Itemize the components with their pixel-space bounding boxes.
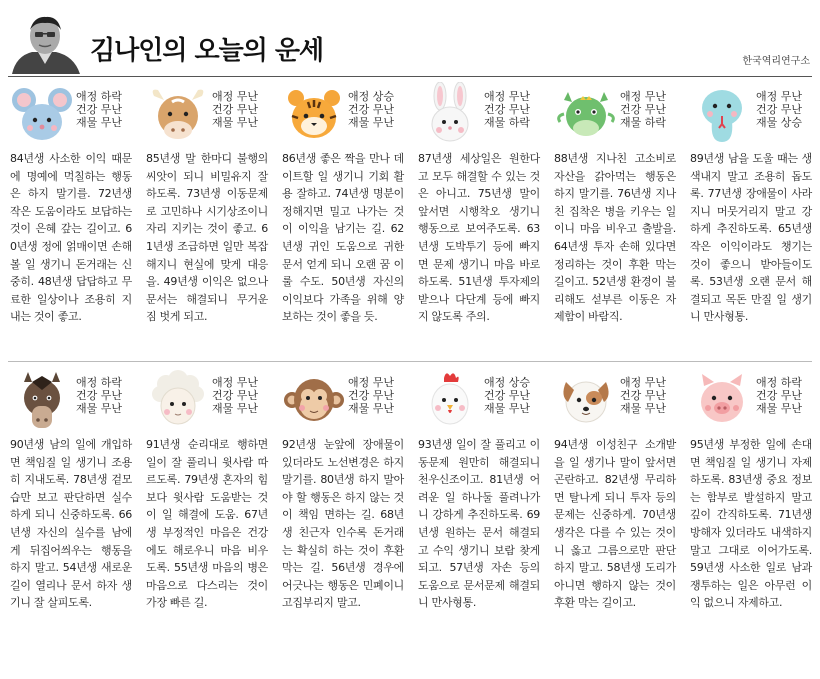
horse-icon: [10, 368, 74, 432]
fortune-text: 90년생 남의 일에 개입하면 책임질 일 생기니 조용히 지내도록. 78년생 겉모습만 보고 판단하면 실수하게 되니 신중하도록. 66년생 자신의 실수를 남에게 뒤집어씌우는 행동을 하지 말고. 54년생 새로운 길이 열리나 문서 하자 생기니 잘 살피도록.: [10, 438, 132, 610]
fortune-health: 건강 무난: [76, 103, 123, 116]
fortune-money: 재물 무난: [756, 402, 803, 415]
rooster-icon: [418, 368, 482, 432]
fortune-summary: [620, 376, 666, 415]
fortune-health: 건강 무난: [484, 103, 531, 116]
fortune-health: 건강 무난: [620, 103, 667, 116]
fortune-money: 재물 하락: [484, 116, 531, 129]
fortune-health: 건강 무난: [212, 103, 259, 116]
fortune-health: 건강 무난: [348, 389, 395, 402]
fortune-summary: [212, 376, 258, 415]
fortune-money: 재물 무난: [76, 116, 123, 129]
fortune-summary: [620, 90, 666, 129]
fortune-love: 애정 상승: [348, 90, 395, 103]
fortune-love: 애정 무난: [212, 376, 259, 389]
fortune-money: 재물 무난: [620, 402, 667, 415]
fortune-text: 93년생 일이 잘 풀리고 이동문제 원만히 해결되니 천우신조이고. 81년생 어려운 일 하나둘 풀려나가니 강하게 추진하도록. 69년생 원하는 문서 해결되고 수익 생기니 보람 찾게 되고. 57년생 자손 등의 도움으로 문서문제 해결되니 만사형통.: [418, 438, 540, 610]
ox-icon: [146, 82, 210, 146]
fortune-summary: [756, 90, 802, 129]
fortune-health: 건강 무난: [348, 103, 395, 116]
fortune-money: 재물 무난: [348, 116, 395, 129]
fortune-love: 애정 무난: [484, 90, 531, 103]
pig-icon: [690, 368, 754, 432]
header-divider: [8, 76, 812, 77]
fortune-love: 애정 무난: [620, 376, 667, 389]
fortune-love: 애정 하락: [76, 90, 123, 103]
fortune-text: 92년생 눈앞에 장애물이 있더라도 노선변경은 하지 말기를. 80년생 하지 말아야 할 행동은 하지 않는 것이 책임 면하는 길. 68년생 친근자 인수록 돈거래는 확실히 하는 것이 후환 막는 길. 56년생 경우에 어긋나는 행동은 민폐이니 고집부리지 말고.: [282, 438, 404, 610]
fortune-money: 재물 무난: [212, 116, 259, 129]
rabbit-icon: [418, 82, 482, 146]
page-header: [0, 0, 820, 78]
fortune-summary: [212, 90, 258, 129]
fortune-love: 애정 무난: [620, 90, 667, 103]
fortune-text: 91년생 순리대로 행하면 일이 잘 풀리니 윗사람 따르도록. 79년생 혼자의 힘보다 윗사람 도움받는 것이 일 해결에 도움. 67년생 부정적인 마음은 건강에도 해로우니 마음 비우도록. 55년생 마음의 병은 마음으로 다스리는 것이 가장 빠른 길.: [146, 438, 268, 610]
fortune-text: 87년생 세상일은 원한다고 모두 해결할 수 있는 것은 아니고. 75년생 말이 앞서면 시행착오 생기니 행동으로 보여주도록. 63년생 도박투기 등에 빠지면 문제 생기니 마음 바로 하도록. 51년생 투자제의 받으나 다단계 등에 빠지지 않도록 주의.: [418, 152, 540, 324]
fortune-health: 건강 무난: [620, 389, 667, 402]
fortune-text: 88년생 지나친 고소비로 자산을 갉아먹는 행동은 하지 말기를. 76년생 지나친 집착은 병을 키우는 일이니 마음 비우고 출발을. 64년생 투자 손해 있다면 정리하는 것이 후환 막는 길이고. 52년생 환경이 불리해도 섣부른 이동은 자제함이 바람직.: [554, 152, 676, 324]
tiger-icon: [282, 82, 346, 146]
fortune-summary: [348, 376, 394, 415]
fortune-text: 84년생 사소한 이익 때문에 명예에 먹칠하는 행동은 하지 말기를. 72년생 작은 도움이라도 보답하는 것이 은혜 갚는 길이고. 60년생 정에 얽매이면 손해 볼 일 생기니 돈거래는 신중히. 48년생 답답하고 무료한 일상이나 조용히 지내는 것이 좋고.: [10, 152, 132, 324]
fortune-summary: [484, 90, 530, 129]
fortune-money: 재물 무난: [484, 402, 531, 415]
fortune-money: 재물 상승: [756, 116, 803, 129]
fortune-text: 89년생 남을 도울 때는 생색내지 말고 조용히 돕도록. 77년생 장애물이 사라지니 머뭇거리지 말고 강하게 추진하도록. 65년생 작은 이익이라도 챙기는 것이 좋으니 받아들이도록. 53년생 오랜 문서 해결되고 목돈 만질 일 생기니 만사형통.: [690, 152, 812, 324]
fortune-summary: [76, 376, 122, 415]
fortune-summary: [756, 376, 802, 415]
fortune-text: 95년생 부정한 일에 손대면 책임질 일 생기니 자제하도록. 83년생 중요 정보는 함부로 발설하지 말고 깊이 간직하도록. 71년생 방해자 있더라도 내색하지 말고 그대로 이어가도록. 59년생 사소한 일로 남과 쟁투하는 일은 아무런 이익 없으니 자제하고.: [690, 438, 812, 610]
dragon-icon: [554, 82, 618, 146]
fortune-love: 애정 무난: [348, 376, 395, 389]
source-credit: 한국역리연구소: [742, 56, 810, 67]
fortune-money: 재물 무난: [348, 402, 395, 415]
fortune-text: 94년생 이성친구 소개받을 일 생기나 말이 앞서면 곤란하고. 82년생 무리하면 탈나게 되니 투자 등의 문제는 신중하게. 70년생 생각은 다를 수 있는 것이니 옳고 그름으로만 판단하지 말고. 58년생 도리가 아니면 행하지 않는 것이 후환 막는 길이고.: [554, 438, 676, 610]
fortune-text: 86년생 좋은 짝을 만나 데이트할 일 생기니 기회 활용 잘하고. 74년생 명분이 정해지면 밀고 나가는 것이 이익을 남기는 길. 62년생 귀인 도움으로 귀한 문서 얻게 되니 오랜 꿈 이룰 수도. 50년생 자신의 이익보다 가족을 위해 양보하는 것이 좋을 듯.: [282, 152, 404, 324]
snake-icon: [690, 82, 754, 146]
fortune-money: 재물 무난: [76, 402, 123, 415]
fortune-love: 애정 상승: [484, 376, 531, 389]
mouse-icon: [10, 82, 74, 146]
page-title: 김나인의 오늘의 운세: [90, 36, 324, 66]
fortune-summary: [76, 90, 122, 129]
fortune-health: 건강 무난: [756, 389, 803, 402]
fortune-health: 건강 무난: [484, 389, 531, 402]
dog-icon: [554, 368, 618, 432]
fortune-money: 재물 무난: [212, 402, 259, 415]
author-portrait: [8, 12, 82, 74]
fortune-health: 건강 무난: [76, 389, 123, 402]
fortune-summary: [348, 90, 394, 129]
fortune-summary: [484, 376, 530, 415]
sheep-icon: [146, 368, 210, 432]
fortune-love: 애정 무난: [212, 90, 259, 103]
monkey-icon: [282, 368, 346, 432]
fortune-money: 재물 하락: [620, 116, 667, 129]
fortune-love: 애정 하락: [756, 376, 803, 389]
row-divider: [8, 361, 812, 362]
fortune-text: 85년생 말 한마디 불행의 씨앗이 되니 비밀유지 잘하도록. 73년생 이동문제로 고민하나 시기상조이니 자리 지키는 것이 좋고. 61년생 조급하면 일만 복잡해지니 현실에 맞게 대응을. 49년생 이익은 없으나 문서는 해결되니 무거운 짐 벗게 되고.: [146, 152, 268, 324]
fortune-health: 건강 무난: [756, 103, 803, 116]
fortune-love: 애정 하락: [76, 376, 123, 389]
fortune-health: 건강 무난: [212, 389, 259, 402]
fortune-love: 애정 무난: [756, 90, 803, 103]
